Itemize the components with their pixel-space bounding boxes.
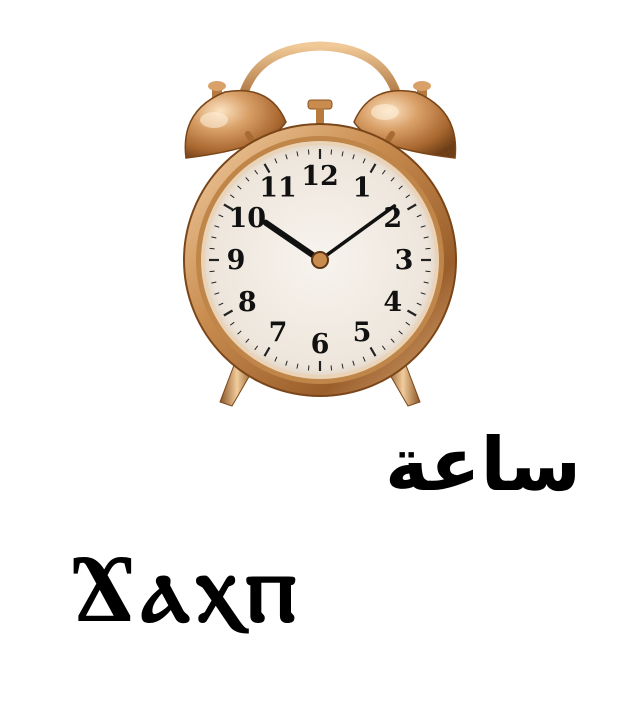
clock-hammer <box>308 100 332 109</box>
hour-numeral: 10 <box>228 203 267 234</box>
minute-tick <box>210 271 215 272</box>
minute-tick <box>331 150 332 155</box>
center-pin <box>312 252 328 268</box>
hour-numeral: 9 <box>226 245 246 276</box>
hour-numeral: 2 <box>383 203 403 234</box>
arabic-clock-word: ساعة <box>385 422 581 508</box>
hour-numeral: 6 <box>310 329 330 360</box>
hour-numeral: 3 <box>394 245 414 276</box>
minute-tick <box>425 271 430 272</box>
minute-tick <box>308 365 309 370</box>
hour-numeral: 4 <box>383 287 403 318</box>
hour-numeral: 7 <box>268 317 288 349</box>
minute-tick <box>425 248 430 249</box>
hour-numeral: 1 <box>352 172 372 204</box>
coptic-clock-word: Ϫⲁⲭⲡ <box>70 531 302 644</box>
minute-tick <box>308 150 309 155</box>
hour-numeral: 8 <box>237 287 257 318</box>
hour-numeral: 11 <box>259 172 297 204</box>
minute-tick <box>210 248 215 249</box>
hour-numeral: 12 <box>301 161 339 192</box>
hour-numeral: 5 <box>352 317 372 349</box>
minute-tick <box>331 365 332 370</box>
